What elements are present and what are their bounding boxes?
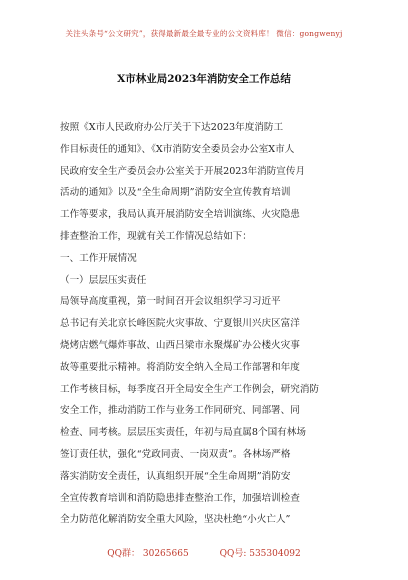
- body-line: 烧烤店燃气爆炸事故、山西吕梁市永聚煤矿办公楼火灾事: [60, 339, 300, 351]
- body-line: 总书记有关北京长峰医院火灾事故、宁夏银川兴庆区富洋: [60, 318, 300, 330]
- body-line: 全力防范化解消防安全重大风险，坚决杜绝“小火亡人”: [60, 514, 291, 526]
- body-line: 按照《X市人民政府办公厅关于下达2023年度消防工: [60, 122, 284, 133]
- body-line: 签订责任状，强化“党政同责、一岗双责”。各林场严格: [60, 448, 291, 460]
- body-line: 检查、同考核。层层压实责任，年初与局直属8个国有林场: [60, 427, 306, 439]
- qq-number-text: QQ号: 535304092: [219, 549, 301, 559]
- body-line: 作目标责任的通知》、《X市消防安全委员会办公室X市人: [60, 143, 295, 155]
- contact-footer: [0, 546, 408, 559]
- body-line: 全宣传教育培训和消防隐患排查整治工作，加强培训检查: [60, 492, 300, 504]
- body-line: 工作考核目标，每季度召开全局安全生产工作例会，研究消防: [60, 383, 320, 395]
- body-line: 工作等要求，我局认真开展消防安全培训演练、火灾隐患: [60, 209, 300, 221]
- document-body: [60, 117, 352, 531]
- section-heading: 一、工作开展情况: [60, 252, 137, 264]
- body-line: 活动的通知》以及“全生命周期”消防安全宣传教育培训: [60, 187, 291, 199]
- body-line: 排查整治工作，现就有关工作情况总结如下：: [60, 230, 252, 242]
- subsection-heading: （一）层层压实责任: [60, 274, 147, 286]
- body-line: 落实消防安全责任，认真组织开展“全生命周期”消防安: [60, 470, 291, 482]
- document-title: X市林业局2023年消防安全工作总结: [117, 73, 291, 85]
- body-line: 安全工作，推动消防工作与业务工作同研究、同部署、同: [60, 405, 300, 417]
- qq-group-text: QQ群： 30265665: [107, 549, 189, 559]
- promo-header: 关注头条号“公文研究”，获得最新最全最专业的公文资料库！ 微信：gongwenyj: [65, 29, 343, 38]
- body-line: 民政府安全生产委员会办公室关于开展2023年消防宣传月: [60, 165, 306, 177]
- body-line: 故等重要批示精神。将消防安全纳入全局工作部署和年度: [60, 361, 300, 373]
- body-line: 局领导高度重视，第一时间召开会议组织学习习近平: [60, 296, 281, 308]
